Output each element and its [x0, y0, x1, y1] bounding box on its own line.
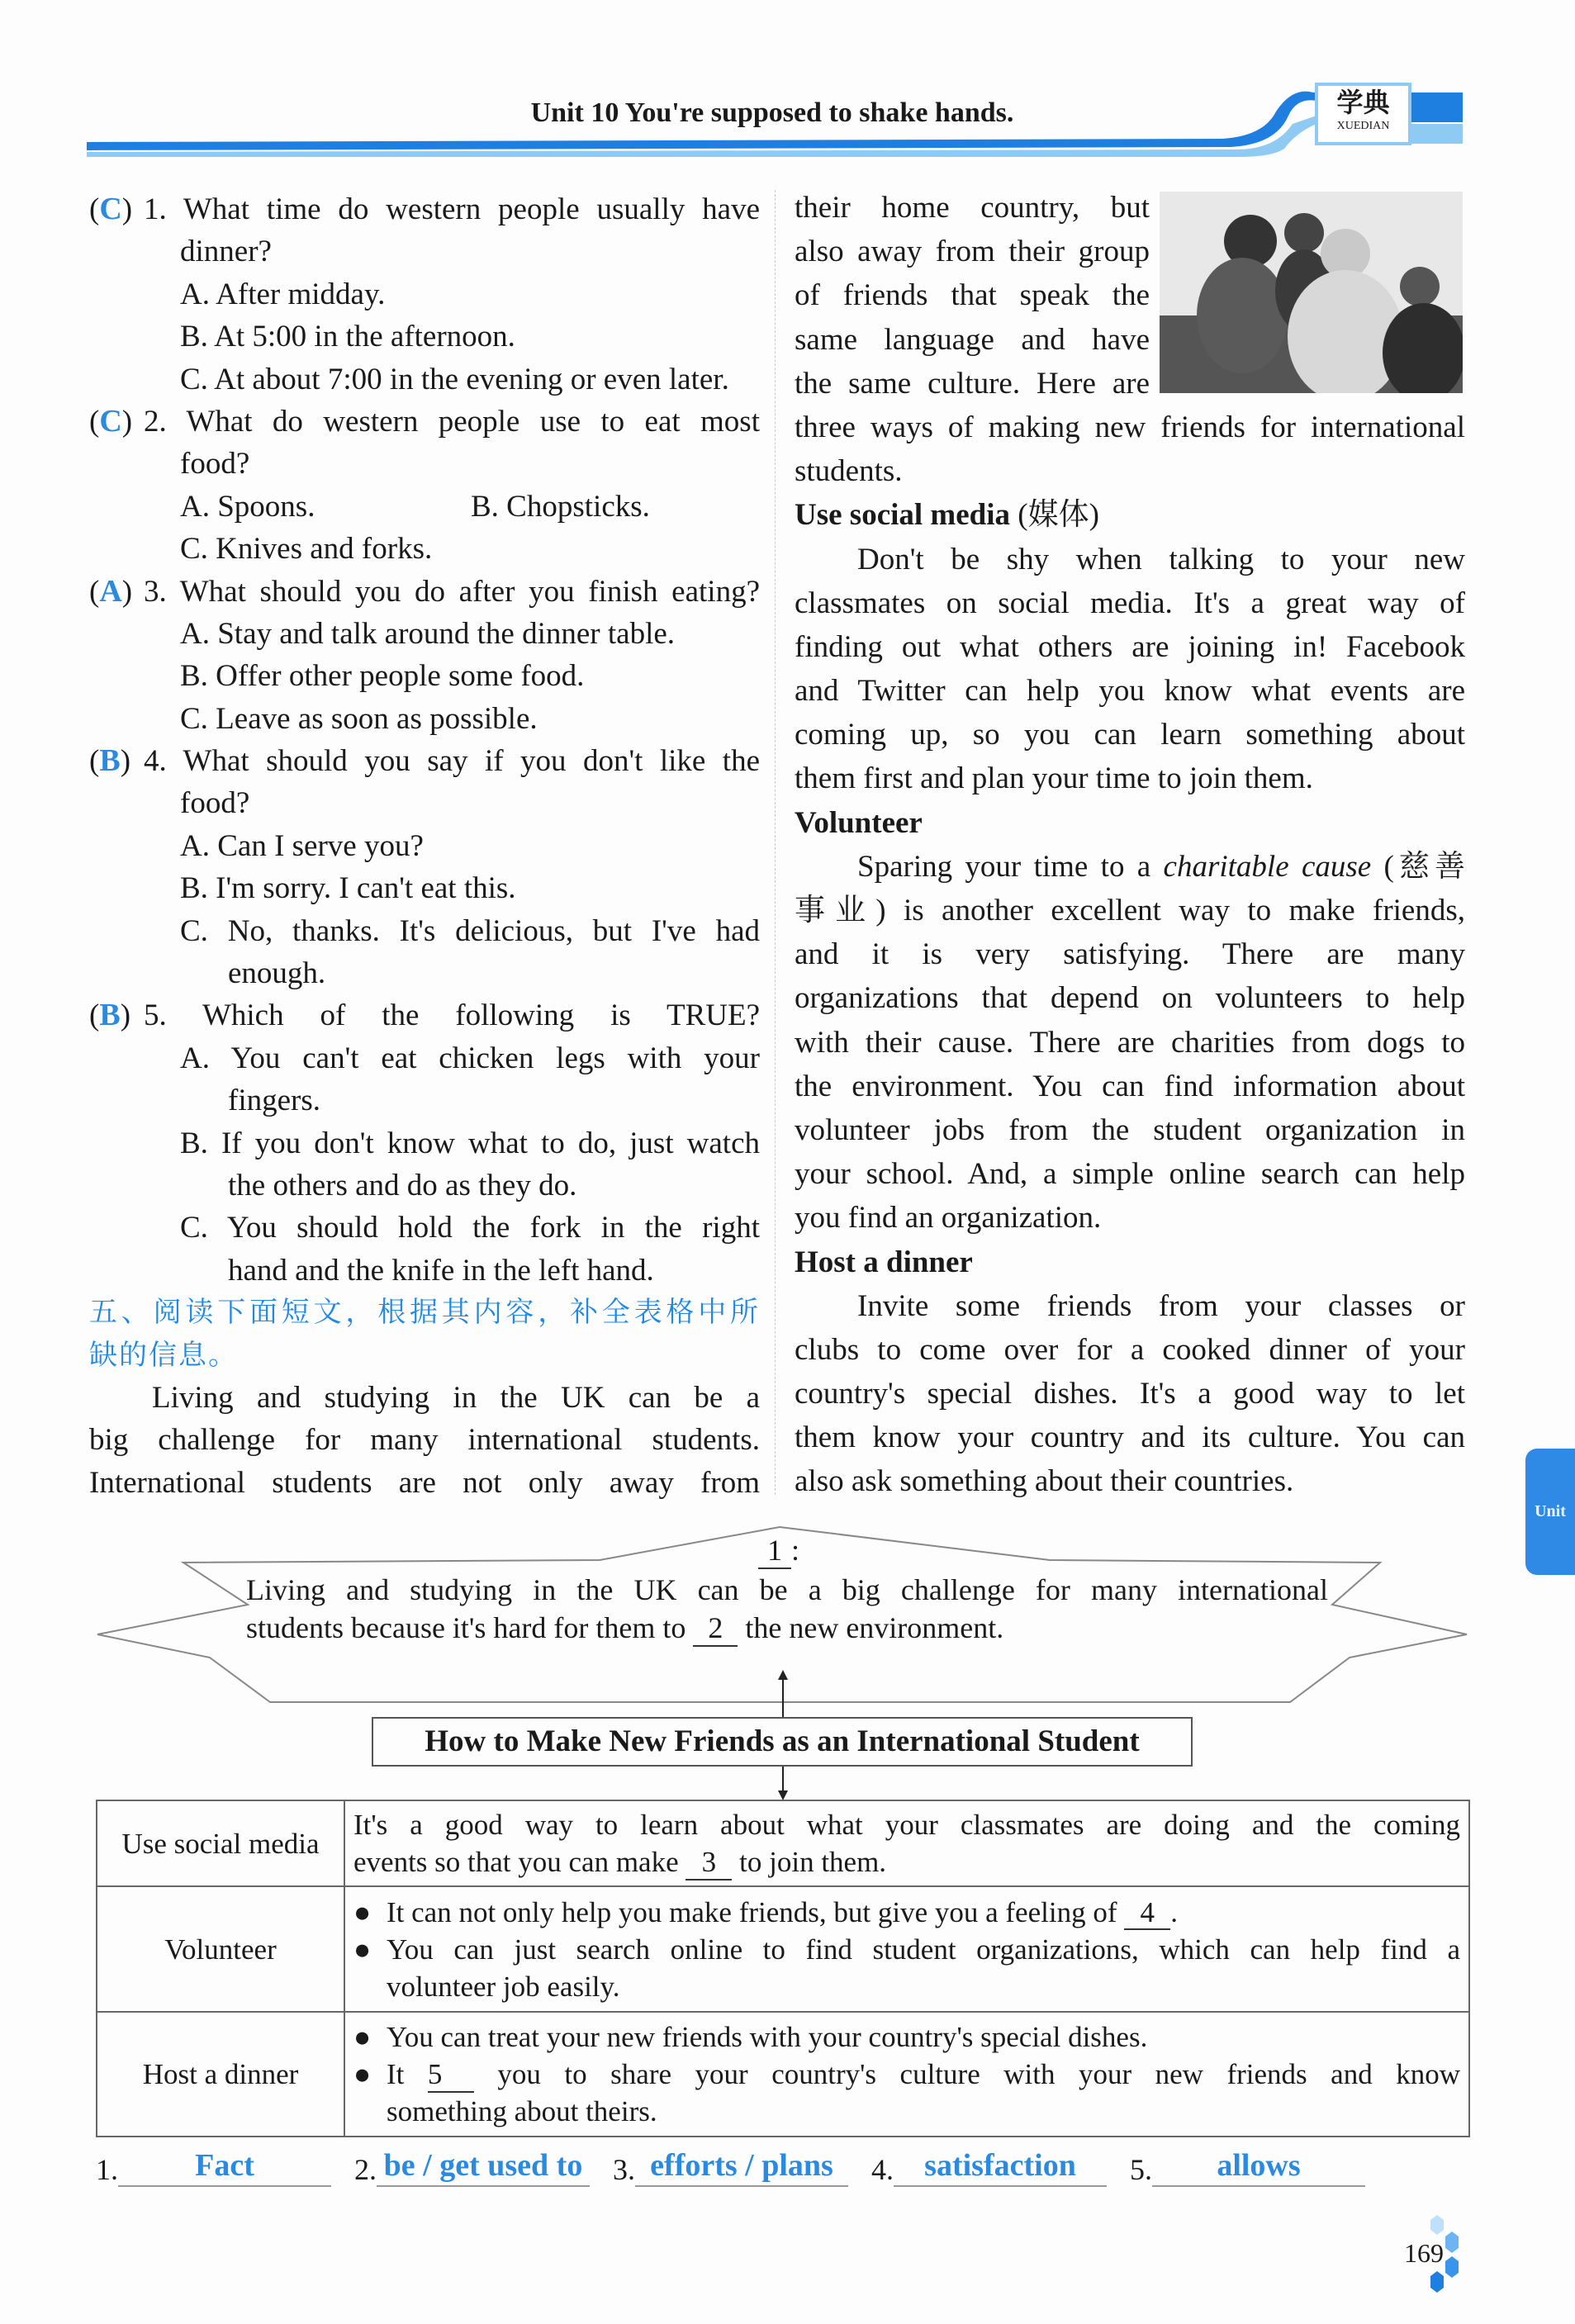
passage-line: coming up, so you can learn something about [795, 718, 1465, 752]
question-stem [89, 994, 760, 1036]
table-row: Volunteer ● It can not only help you make friends, but give you a feeling of 4 . ● You can just search online to find student organizations, which can help find a volunteer job easily. [97, 1886, 1469, 2012]
passage-line: them first and plan your time to join them. [795, 761, 1313, 796]
passage-line: Don't be shy when talking to your new [857, 542, 1465, 576]
blank-3: 3 [686, 1847, 732, 1881]
passage-line: also ask something about their countries. [795, 1464, 1294, 1499]
blank-2: 2 [693, 1612, 738, 1647]
answer-key [96, 2147, 1483, 2187]
answer-item: 3. efforts / plans [613, 2147, 848, 2187]
answer-mark: (A) [89, 573, 133, 609]
question-text: 1. What time do western people usually have [144, 192, 760, 226]
blank-4: 4 [1124, 1897, 1170, 1931]
answer-item: 2. be / get used to [354, 2147, 590, 2187]
left-column [89, 188, 760, 1504]
answer-letter: B [99, 743, 121, 779]
section-heading [795, 493, 1465, 537]
option-text: A. You can't eat chicken legs with your [180, 1041, 760, 1075]
answer-mark: (B) [89, 743, 131, 779]
option-text: B. I'm sorry. I can't eat this. [180, 871, 516, 906]
passage-line: Living and studying in the UK can be a [152, 1380, 760, 1415]
passage-line: and it is very satisfying. There are many [795, 937, 1465, 972]
answer-mark: (B) [89, 998, 131, 1033]
bullet-icon: ● [353, 2021, 372, 2053]
passage-line: them know your country and its culture. You can [795, 1420, 1465, 1455]
option-text: A. Stay and talk around the dinner table. [180, 616, 676, 651]
option-text: C. You should hold the fork in the right [180, 1211, 760, 1245]
passage-line: big challenge for many international students. [89, 1423, 760, 1458]
answer-mark: (C) [89, 192, 133, 226]
passage-line: three ways of making new friends for international [795, 410, 1465, 444]
answer-letter: A [99, 573, 122, 609]
passage-line: also away from their group [795, 235, 1150, 269]
passage-line: clubs to come over for a cooked dinner of your [795, 1332, 1465, 1367]
passage-line: your school. And, a simple online search can help [795, 1157, 1465, 1192]
option-text: C. No, thanks. It's delicious, but I've had [180, 913, 760, 948]
heading-text: Volunteer [795, 805, 923, 840]
blank-1: 1 [758, 1534, 791, 1569]
section-instruction: 缺的信息。 [89, 1338, 238, 1372]
table-title-box: How to Make New Friends as an International Student [372, 1717, 1193, 1767]
bullet-icon: ● [353, 2058, 372, 2090]
row-label: Volunteer [97, 1886, 344, 2012]
passage-line: students. [795, 454, 903, 489]
passage-line: volunteer jobs from the student organization in [795, 1112, 1465, 1147]
passage-line: International students are not only away from [89, 1465, 760, 1500]
unit-title: Unit 10 You're supposed to shake hands. [530, 97, 1014, 128]
answer-letter: C [99, 192, 122, 226]
option-text: hand and the knife in the left hand. [228, 1253, 654, 1288]
passage-line: classmates on social media. It's a great way of [795, 586, 1465, 620]
question-text: dinner? [180, 235, 272, 269]
heading-gloss: (媒体) [1010, 498, 1099, 533]
question-stem [89, 401, 760, 443]
right-column [795, 186, 1465, 1504]
row-label: Use social media [97, 1800, 344, 1886]
blank-5: 5 [428, 2059, 474, 2093]
option-text: the others and do as they do. [228, 1168, 577, 1202]
answer-letter: B [99, 998, 121, 1033]
option-text: B. If you don't know what to do, just watch [180, 1126, 760, 1160]
question-text: food? [180, 447, 250, 481]
option-text: C. At about 7:00 in the evening or even later. [180, 362, 729, 396]
section-instruction: 五、阅读下面短文，根据其内容，补全表格中所 [89, 1296, 760, 1330]
option-text: enough. [228, 956, 326, 991]
bullet-icon: ● [353, 1895, 372, 1928]
passage-line [795, 845, 1465, 889]
section-heading [795, 801, 1465, 845]
option-text: B. Offer other people some food. [180, 659, 585, 694]
heading-text: Use social media [795, 498, 1011, 533]
question-text: 4. What should you say if you don't like the [144, 744, 760, 779]
italic-term: charitable cause [1163, 849, 1372, 884]
star-heading: 1 : [758, 1533, 799, 1569]
option-text: C. Knives and forks. [180, 532, 433, 567]
option-text: A. After midday. [180, 277, 386, 311]
passage-line: of friends that speak the [795, 278, 1150, 313]
question-text: 2. What do western people use to eat most [144, 404, 760, 439]
passage-line: organizations that depend on volunteers to help [795, 981, 1465, 1016]
answer-item: 5. allows [1130, 2147, 1365, 2187]
option-text: C. Leave as soon as possible. [180, 701, 538, 736]
answer-letter: C [99, 403, 122, 439]
question-stem [89, 740, 760, 782]
friends-table [96, 1800, 1470, 2137]
passage-line: and Twitter can help you know what events are [795, 674, 1465, 709]
passage-line: country's special dishes. It's a good way to let [795, 1377, 1465, 1411]
column-divider [775, 190, 776, 1495]
question-stem [89, 188, 760, 230]
heading-text: Host a dinner [795, 1245, 973, 1279]
passage-line: the environment. You can find information about [795, 1069, 1465, 1103]
logo: 学典 XUEDIAN [1336, 87, 1390, 132]
question-stem [89, 571, 760, 613]
answer-mark: (C) [89, 403, 133, 439]
option-text: B. Chopsticks. [471, 489, 650, 524]
answer-item: 4. satisfaction [871, 2147, 1107, 2187]
passage-line: Invite some friends from your classes or [857, 1288, 1465, 1323]
row-label: Host a dinner [97, 2012, 344, 2137]
section-heading [795, 1240, 1465, 1284]
star-text: Living and studying in the UK can be a big challenge for many international students because it's hard for them to 2 the new environment. [246, 1571, 1328, 1647]
passage-line: the same culture. Here are [795, 366, 1150, 401]
table-row: Use social media It's a good way to learn about what your classmates are doing and the coming events so that you can make 3 to join them. [97, 1800, 1469, 1886]
bullet-icon: ● [353, 1933, 372, 1966]
passage-line: same language and have [795, 322, 1150, 357]
option-text: B. At 5:00 in the afternoon. [180, 320, 515, 354]
passage-line: 事业) is another excellent way to make friends, [795, 894, 1465, 927]
passage-line: you find an organization. [795, 1201, 1102, 1236]
question-text: food? [180, 786, 250, 821]
option-text: A. Can I serve you? [180, 828, 424, 863]
option-text: A. Spoons. [180, 489, 315, 524]
question-text: 3. What should you do after you finish eating? [144, 574, 760, 609]
passage-line: their home country, but [795, 191, 1150, 225]
unit-side-tab[interactable]: Unit [1525, 1449, 1575, 1575]
option-row [89, 486, 760, 528]
page-number: 169 [1404, 2238, 1444, 2268]
passage-text: (慈善 [1371, 849, 1465, 884]
passage-line: with their cause. There are charities from dogs to [795, 1025, 1465, 1060]
question-text: 5. Which of the following is TRUE? [144, 998, 760, 1033]
passage-line: finding out what others are joining in! Facebook [795, 629, 1465, 664]
answer-item: 1. Fact [96, 2147, 331, 2187]
passage-text: Sparing your time to a [857, 849, 1164, 884]
option-text: fingers. [228, 1084, 320, 1118]
header-swoosh [0, 0, 1575, 165]
table-row: Host a dinner ● You can treat your new friends with your country's special dishes. ● It 5 you to share your country's culture with your new friends and know something about theirs. [97, 2012, 1469, 2137]
page-header [0, 0, 1575, 165]
